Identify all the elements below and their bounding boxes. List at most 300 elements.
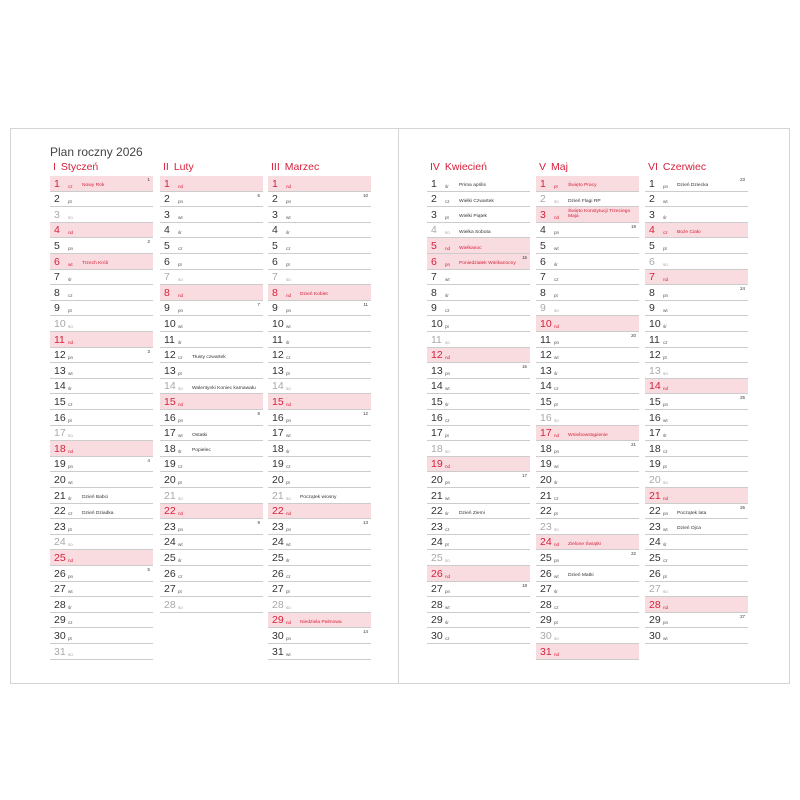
weekday-abbr: nd	[554, 323, 560, 329]
day-row	[427, 441, 530, 457]
weekday-abbr: pt	[554, 292, 558, 298]
weekday-abbr: śr	[178, 339, 182, 345]
day-row	[536, 644, 639, 660]
event-label: Boże Ciało	[677, 229, 701, 235]
week-number: 10	[363, 192, 368, 198]
day-row	[268, 472, 371, 488]
day-number: 16	[649, 411, 661, 424]
day-row	[268, 394, 371, 410]
weekday-abbr: śr	[554, 589, 558, 595]
day-row	[645, 207, 748, 223]
weekday-abbr: pt	[68, 199, 72, 205]
day-number: 12	[540, 349, 552, 362]
day-row	[50, 176, 153, 192]
month-roman-numeral: II	[163, 161, 169, 173]
day-row	[536, 582, 639, 598]
weekday-abbr: wt	[68, 589, 73, 595]
day-number: 26	[164, 567, 176, 580]
weekday-abbr: śr	[286, 339, 290, 345]
day-number: 6	[54, 255, 60, 268]
day-number: 4	[540, 224, 546, 237]
weekday-abbr: cz	[178, 245, 183, 251]
day-row	[160, 582, 263, 598]
weekday-abbr: nd	[445, 464, 451, 470]
day-row	[50, 379, 153, 395]
day-row	[50, 457, 153, 473]
day-number: 9	[540, 302, 546, 315]
day-row	[160, 426, 263, 442]
day-row	[268, 426, 371, 442]
day-number: 19	[54, 458, 66, 471]
weekday-abbr: pt	[663, 573, 667, 579]
weekday-abbr: pt	[663, 464, 667, 470]
day-row	[268, 223, 371, 239]
weekday-abbr: śr	[554, 479, 558, 485]
weekday-abbr: cz	[286, 464, 291, 470]
weekday-abbr: nd	[286, 620, 292, 626]
weekday-abbr: pn	[68, 573, 74, 579]
weekday-abbr: cz	[554, 386, 559, 392]
weekday-abbr: wt	[663, 417, 668, 423]
weekday-abbr: nd	[286, 401, 292, 407]
weekday-abbr: so	[178, 495, 183, 501]
day-number: 25	[164, 551, 176, 564]
day-row	[268, 285, 371, 301]
weekday-abbr: wt	[68, 370, 73, 376]
day-number: 5	[272, 239, 278, 252]
weekday-abbr: wt	[663, 526, 668, 532]
day-row	[645, 488, 748, 504]
day-row	[268, 238, 371, 254]
weekday-abbr: pn	[445, 261, 451, 267]
day-row	[50, 348, 153, 364]
day-number: 26	[272, 567, 284, 580]
weekday-abbr: śr	[663, 323, 667, 329]
weekday-abbr: śr	[286, 448, 290, 454]
day-row	[536, 363, 639, 379]
day-row	[160, 223, 263, 239]
day-row	[645, 254, 748, 270]
weekday-abbr: wt	[178, 214, 183, 220]
day-row	[536, 426, 639, 442]
day-row	[50, 488, 153, 504]
day-number: 20	[540, 473, 552, 486]
day-number: 1	[54, 177, 60, 190]
month-roman-numeral: IV	[430, 161, 440, 173]
day-number: 17	[164, 427, 176, 440]
weekday-abbr: so	[445, 339, 450, 345]
weekday-abbr: śr	[68, 604, 72, 610]
weekday-abbr: pt	[286, 261, 290, 267]
day-number: 7	[164, 271, 170, 284]
day-row	[427, 550, 530, 566]
day-number: 5	[164, 239, 170, 252]
weekday-abbr: so	[554, 417, 559, 423]
weekday-abbr: cz	[554, 277, 559, 283]
day-row	[645, 535, 748, 551]
day-number: 7	[431, 271, 437, 284]
day-number: 25	[54, 551, 66, 564]
day-row	[50, 472, 153, 488]
day-row	[536, 472, 639, 488]
weekday-abbr: wt	[554, 464, 559, 470]
weekday-abbr: cz	[68, 511, 73, 517]
day-number: 21	[649, 489, 661, 502]
day-number: 22	[272, 505, 284, 518]
day-row	[50, 566, 153, 582]
weekday-abbr: pt	[286, 589, 290, 595]
day-number: 5	[649, 239, 655, 252]
day-row	[536, 441, 639, 457]
day-row	[268, 628, 371, 644]
weekday-abbr: cz	[445, 199, 450, 205]
day-row	[160, 348, 263, 364]
weekday-abbr: pn	[68, 464, 74, 470]
day-number: 31	[54, 645, 66, 658]
day-row	[50, 285, 153, 301]
day-number: 19	[272, 458, 284, 471]
day-number: 27	[431, 583, 443, 596]
event-label: Dzień Dziadka	[82, 510, 114, 516]
event-label: Święto Pracy	[568, 183, 597, 189]
day-number: 7	[649, 271, 655, 284]
day-number: 17	[540, 427, 552, 440]
week-number: 27	[740, 613, 745, 619]
day-row	[536, 285, 639, 301]
day-row	[645, 597, 748, 613]
day-row	[50, 270, 153, 286]
week-number: 2	[147, 239, 150, 245]
day-number: 15	[164, 395, 176, 408]
event-label: Dzień Ojca	[677, 526, 701, 532]
day-row	[268, 363, 371, 379]
day-number: 29	[54, 614, 66, 627]
day-row	[427, 582, 530, 598]
day-number: 23	[431, 520, 443, 533]
day-number: 27	[649, 583, 661, 596]
weekday-abbr: pn	[178, 199, 184, 205]
day-row	[645, 348, 748, 364]
event-label: Zielone Świątki	[568, 541, 601, 547]
day-number: 20	[649, 473, 661, 486]
day-row	[268, 582, 371, 598]
weekday-abbr: cz	[663, 339, 668, 345]
week-number: 6	[257, 192, 260, 198]
weekday-abbr: wt	[68, 479, 73, 485]
weekday-abbr: nd	[445, 355, 451, 361]
day-row	[427, 207, 530, 223]
day-row	[645, 223, 748, 239]
day-number: 25	[431, 551, 443, 564]
weekday-abbr: so	[178, 277, 183, 283]
weekday-abbr: pn	[68, 245, 74, 251]
day-row	[645, 519, 748, 535]
day-row	[645, 394, 748, 410]
day-row	[427, 363, 530, 379]
day-number: 11	[54, 333, 65, 346]
month-roman-numeral: V	[539, 161, 547, 173]
day-row	[645, 176, 748, 192]
weekday-abbr: pn	[554, 230, 560, 236]
event-label: Wielka Sobota	[459, 229, 491, 235]
weekday-abbr: wt	[554, 573, 559, 579]
day-number: 15	[431, 395, 443, 408]
day-number: 5	[54, 239, 60, 252]
day-row	[645, 566, 748, 582]
weekday-abbr: nd	[554, 651, 560, 657]
day-number: 1	[540, 177, 546, 190]
day-number: 14	[164, 380, 176, 393]
event-label: Popielec	[192, 448, 211, 454]
weekday-abbr: so	[554, 308, 559, 314]
day-number: 30	[272, 629, 284, 642]
day-row	[50, 301, 153, 317]
day-number: 7	[540, 271, 546, 284]
weekday-abbr: pn	[554, 448, 560, 454]
weekday-abbr: pn	[445, 479, 451, 485]
day-number: 14	[272, 380, 284, 393]
day-row	[50, 254, 153, 270]
day-number: 11	[431, 333, 442, 346]
day-row	[160, 457, 263, 473]
weekday-abbr: śr	[178, 448, 182, 454]
weekday-abbr: pn	[554, 557, 560, 563]
event-label: Prima aprilis	[459, 183, 486, 189]
day-number: 17	[649, 427, 661, 440]
day-number: 28	[540, 598, 552, 611]
weekday-abbr: nd	[286, 183, 292, 189]
weekday-abbr: pt	[68, 417, 72, 423]
weekday-abbr: pn	[286, 526, 292, 532]
day-row	[160, 394, 263, 410]
day-row	[160, 504, 263, 520]
day-row	[536, 176, 639, 192]
weekday-abbr: wt	[178, 323, 183, 329]
day-number: 2	[54, 193, 60, 206]
month-header	[648, 161, 706, 173]
day-row	[427, 379, 530, 395]
weekday-abbr: cz	[445, 635, 450, 641]
day-number: 31	[540, 645, 552, 658]
day-number: 20	[272, 473, 284, 486]
event-label: Dzień Matki	[568, 573, 594, 579]
weekday-abbr: śr	[286, 230, 290, 236]
day-row	[160, 270, 263, 286]
day-row	[536, 301, 639, 317]
day-number: 23	[164, 520, 176, 533]
day-number: 18	[540, 442, 552, 455]
day-row	[427, 426, 530, 442]
day-row	[50, 192, 153, 208]
weekday-abbr: pt	[178, 261, 182, 267]
day-row	[50, 410, 153, 426]
day-number: 24	[649, 536, 661, 549]
day-number: 11	[164, 333, 175, 346]
day-number: 10	[54, 317, 66, 330]
day-number: 9	[272, 302, 278, 315]
day-row	[160, 472, 263, 488]
day-number: 16	[431, 411, 443, 424]
day-number: 13	[431, 364, 443, 377]
day-row	[536, 270, 639, 286]
weekday-abbr: nd	[663, 386, 669, 392]
day-row	[427, 535, 530, 551]
day-row	[160, 301, 263, 317]
weekday-abbr: śr	[445, 401, 449, 407]
weekday-abbr: pn	[178, 417, 184, 423]
day-number: 10	[540, 317, 552, 330]
day-number: 14	[431, 380, 443, 393]
weekday-abbr: wt	[554, 245, 559, 251]
weekday-abbr: nd	[445, 245, 451, 251]
day-row	[536, 613, 639, 629]
day-row	[536, 348, 639, 364]
event-label: Dzień Babci	[82, 495, 109, 501]
weekday-abbr: pt	[68, 526, 72, 532]
weekday-abbr: pt	[286, 370, 290, 376]
day-number: 23	[649, 520, 661, 533]
day-number: 30	[431, 629, 443, 642]
day-row	[50, 441, 153, 457]
weekday-abbr: wt	[445, 495, 450, 501]
week-number: 25	[740, 395, 745, 401]
day-number: 11	[649, 333, 660, 346]
week-number: 7	[257, 301, 260, 307]
day-number: 18	[272, 442, 284, 455]
weekday-abbr: so	[178, 386, 183, 392]
day-row	[645, 472, 748, 488]
day-row	[50, 550, 153, 566]
day-number: 29	[540, 614, 552, 627]
day-number: 3	[431, 208, 437, 221]
day-number: 27	[540, 583, 552, 596]
weekday-abbr: wt	[663, 199, 668, 205]
day-number: 14	[540, 380, 552, 393]
day-row	[427, 238, 530, 254]
day-row	[268, 254, 371, 270]
week-number: 1	[147, 177, 150, 182]
weekday-abbr: so	[286, 386, 291, 392]
day-number: 24	[164, 536, 176, 549]
day-number: 27	[272, 583, 284, 596]
week-number: 20	[631, 333, 636, 338]
day-row	[427, 519, 530, 535]
event-label: Dzień Kobiet	[300, 292, 328, 298]
weekday-abbr: cz	[286, 355, 291, 361]
weekday-abbr: nd	[178, 292, 184, 298]
day-row	[645, 410, 748, 426]
day-row	[645, 613, 748, 629]
day-row	[268, 488, 371, 504]
day-number: 18	[649, 442, 661, 455]
weekday-abbr: nd	[178, 183, 184, 189]
weekday-abbr: so	[178, 604, 183, 610]
day-number: 1	[649, 177, 655, 190]
day-row	[160, 285, 263, 301]
weekday-abbr: cz	[554, 604, 559, 610]
day-row	[645, 504, 748, 520]
month-header	[53, 161, 98, 173]
weekday-abbr: wt	[286, 651, 291, 657]
day-row	[50, 223, 153, 239]
day-row	[427, 566, 530, 582]
day-row	[268, 316, 371, 332]
day-number: 11	[540, 333, 551, 346]
month-name: Luty	[173, 161, 194, 173]
week-number: 17	[522, 473, 527, 479]
day-row	[268, 301, 371, 317]
day-number: 12	[272, 349, 284, 362]
day-number: 23	[272, 520, 284, 533]
weekday-abbr: śr	[445, 292, 449, 298]
month-roman-numeral: VI	[648, 161, 658, 173]
weekday-abbr: pn	[663, 401, 669, 407]
day-row	[50, 316, 153, 332]
day-number: 22	[54, 505, 66, 518]
day-number: 28	[54, 598, 66, 611]
weekday-abbr: śr	[554, 370, 558, 376]
day-number: 16	[54, 411, 66, 424]
weekday-abbr: nd	[663, 277, 669, 283]
day-number: 1	[272, 177, 278, 190]
day-number: 30	[54, 629, 66, 642]
day-row	[645, 285, 748, 301]
day-number: 22	[431, 505, 443, 518]
weekday-abbr: nd	[663, 495, 669, 501]
day-row	[645, 270, 748, 286]
weekday-abbr: cz	[178, 355, 183, 361]
weekday-abbr: nd	[68, 230, 74, 236]
weekday-abbr: śr	[178, 557, 182, 563]
day-number: 12	[431, 349, 443, 362]
day-number: 28	[431, 598, 443, 611]
event-label: Wielki Czwartek	[459, 198, 494, 204]
day-row	[160, 238, 263, 254]
day-row	[536, 223, 639, 239]
weekday-abbr: so	[445, 557, 450, 563]
day-row	[268, 270, 371, 286]
day-row	[427, 332, 530, 348]
day-number: 19	[649, 458, 661, 471]
weekday-abbr: so	[286, 495, 291, 501]
day-row	[427, 472, 530, 488]
weekday-abbr: so	[68, 433, 73, 439]
weekday-abbr: so	[663, 370, 668, 376]
weekday-abbr: pt	[554, 183, 558, 189]
day-number: 20	[54, 473, 66, 486]
week-number: 14	[363, 629, 368, 635]
day-number: 7	[272, 271, 278, 284]
day-number: 26	[540, 567, 552, 580]
day-number: 8	[431, 286, 437, 299]
day-row	[50, 363, 153, 379]
day-number: 28	[272, 598, 284, 611]
day-number: 8	[164, 286, 170, 299]
day-row	[160, 519, 263, 535]
week-number: 11	[363, 301, 368, 307]
day-row	[268, 441, 371, 457]
month-roman-numeral: I	[53, 161, 56, 173]
event-label: Niedziela Palmowa	[300, 619, 342, 625]
month-name: Kwiecień	[444, 161, 487, 173]
weekday-abbr: pt	[286, 479, 290, 485]
day-number: 30	[649, 629, 661, 642]
weekday-abbr: nd	[554, 542, 560, 548]
weekday-abbr: wt	[445, 386, 450, 392]
day-number: 16	[540, 411, 552, 424]
day-number: 21	[540, 489, 552, 502]
day-row	[50, 332, 153, 348]
